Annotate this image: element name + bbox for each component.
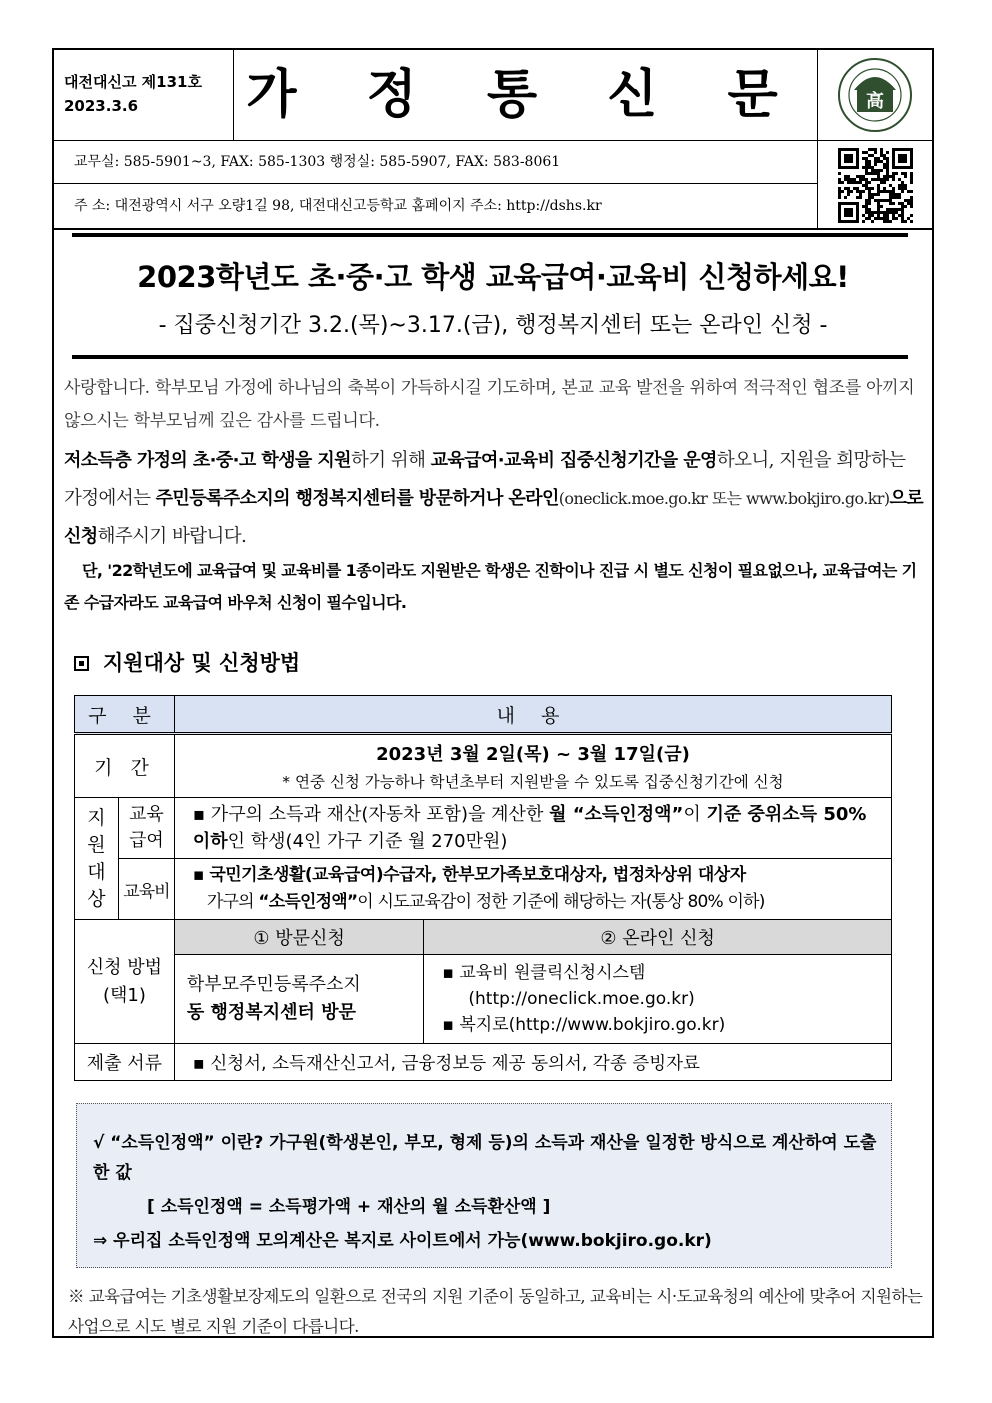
simulation-note: ⇒ 우리집 소득인정액 모의계산은 복지로 사이트에서 가능(www.bokjiro.go.kr) <box>93 1231 712 1251</box>
period-note: * 연중 신청 가능하나 학년초부터 지원받을 수 있도록 집중신청기간에 신청 <box>282 773 784 791</box>
edu-cost-text2: 이 시도교육감이 정한 기준에 해당하는 자(통상 80% 이하) <box>357 892 765 912</box>
edu-benefit-bold2: 기준 중위소득 50% 이하 <box>192 804 867 852</box>
target-label <box>75 798 119 920</box>
target-label-text: 지원대상 <box>87 806 106 910</box>
edu-cost-bold2: “소득인정액” <box>258 892 358 912</box>
qr-code[interactable] <box>818 140 933 228</box>
income-definition: √ “소득인정액” 이란? 가구원(학생본인, 부모, 형제 등)의 소득과 재산을 일정한 방식으로 계산하여 도출한 값 <box>93 1133 877 1183</box>
docs-desc: ▪ 신청서, 소득재산신고서, 금융정보등 제공 동의서, 각종 증빙자료 <box>174 1044 891 1081</box>
square-bullet-icon <box>74 656 89 671</box>
contact-info: 교무실: 585-5901~3, FAX: 585-1303 행정실: 585-5907, FAX: 583-8061 <box>54 140 817 184</box>
intro-text-9: 해주시기 바랍니다. <box>97 526 247 547</box>
intro-bold-7: 으로 <box>889 488 924 509</box>
newsletter-header <box>54 50 932 228</box>
edu-cost-bold: ▪ 국민기초생활(교육급여)수급자, 한부모가족보호대상자, 법정차상위 대상자 <box>192 865 746 885</box>
issue-info <box>54 50 234 140</box>
intro-text-2: 하기 위해 <box>350 450 431 471</box>
visit-text2: 동 행정복지센터 방문 <box>186 1002 356 1023</box>
online-option-2[interactable]: ▪ 복지로(http://www.bokjiro.go.kr) <box>442 1015 726 1035</box>
support-info-table <box>74 695 892 1081</box>
logo-char: 高 <box>866 91 884 112</box>
header-content: 내 용 <box>174 696 891 734</box>
edu-cost-label: 교육비 <box>118 859 174 920</box>
footnote: ※ 교육급여는 기초생활보장제도의 일환으로 전국의 지원 기준이 동일하고, 교육비는 시·도교육청의 예산에 맞추어 지원하는 사업으로 시도 별로 지원 기준이 다릅니다. <box>68 1287 923 1336</box>
edu-benefit-label-text: 교육급여 <box>129 804 164 851</box>
newsletter-title: 가 정 통 신 문 <box>246 65 804 125</box>
docs-label: 제출 서류 <box>75 1044 175 1081</box>
header-divider <box>54 228 932 230</box>
visit-desc <box>174 955 424 1044</box>
intro-paragraph: 사랑합니다. 학부모님 가정에 하나님의 축복이 가득하시길 기도하며, 본교 교육 발전을 위하여 적극적인 협조를 아끼지 않으시는 학부모님께 깊은 감사를 드립니다. <box>64 378 915 431</box>
issue-date: 2023.3.6 <box>64 97 139 115</box>
intro-text-4: 하오니, 지원을 희망하는 가정에서는 <box>64 450 906 509</box>
intro-bold-8: 신청 <box>64 526 98 547</box>
table-header-row <box>75 696 892 734</box>
docs-row <box>75 1044 892 1081</box>
online-desc <box>424 955 892 1044</box>
subheadline: - 집중신청기간 3.2.(목)~3.17.(금), 행정복지센터 또는 온라인 신청 - <box>158 313 828 338</box>
period-dates: 2023년 3월 2일(목) ~ 3월 17일(금) <box>376 744 690 765</box>
headline-top-rule <box>72 233 908 237</box>
edu-cost-desc <box>174 859 891 920</box>
intro-bold-3: 교육급여·교육비 집중신청기간을 운영 <box>430 450 717 471</box>
online-option-1: ▪ 교육비 원클릭신청시스템 <box>442 963 646 983</box>
header-top-row <box>54 50 932 141</box>
issue-number: 대전대신고 제131호 <box>64 73 202 91</box>
period-row <box>75 734 892 798</box>
intro-main-paragraph <box>64 442 926 556</box>
intro-urls: (oneclick.moe.go.kr 또는 www.bokjiro.go.kr) <box>558 489 890 508</box>
visit-header: ① 방문신청 <box>174 920 424 955</box>
method-label: 신청 방법 (택1) <box>75 920 175 1044</box>
online-header: ② 온라인 신청 <box>424 920 892 955</box>
edu-benefit-row <box>75 798 892 859</box>
period-label: 기 간 <box>75 734 175 798</box>
important-note: 단, '22학년도에 교육급여 및 교육비를 1종이라도 지원받은 학생은 진학이나 진급 시 별도 신청이 필요없으나, 교육급여는 기존 수급자라도 교육급여 바우처 신청이 필수입니다. <box>64 561 917 612</box>
online-option-1-url[interactable]: (http://oneclick.moe.go.kr) <box>468 989 695 1009</box>
edu-cost-line2 <box>193 889 883 916</box>
method-header-row <box>75 920 892 955</box>
income-info-box <box>76 1103 892 1268</box>
address-info: 주 소: 대전광역시 서구 오량1길 98, 대전대신고등학교 홈페이지 주소: http://dshs.kr <box>74 198 602 214</box>
edu-benefit-desc <box>174 798 891 859</box>
header-category: 구 분 <box>75 696 175 734</box>
edu-benefit-text2: 이 <box>683 804 707 825</box>
edu-benefit-text3: 인 학생(4인 가구 기준 월 270만원) <box>227 831 508 852</box>
section-title <box>74 647 300 677</box>
qr-code-cell <box>817 140 933 228</box>
edu-cost-row <box>75 859 892 920</box>
method-content-row <box>75 955 892 1044</box>
headline: 2023학년도 초·중·고 학생 교육급여·교육비 신청하세요! <box>137 260 849 294</box>
intro-bold-5: 주민등록주소지의 행정복지센터를 방문하거나 온라인 <box>155 488 559 509</box>
headline-bottom-rule <box>72 355 908 359</box>
edu-benefit-text1: ▪ 가구의 소득과 재산(자동차 포함)을 계산한 <box>192 804 550 825</box>
edu-benefit-bold1: 월 “소득인정액” <box>549 804 684 825</box>
income-formula: [ 소득인정액 = 소득평가액 + 재산의 월 소득환산액 ] <box>147 1197 551 1217</box>
intro-bold-1: 저소득층 가정의 초·중·고 학생을 지원 <box>64 450 351 471</box>
visit-text1: 학부모주민등록주소지 <box>186 974 361 995</box>
section-title-text: 지원대상 및 신청방법 <box>103 651 301 675</box>
edu-benefit-label <box>118 798 174 859</box>
edu-cost-text1: 가구의 <box>206 892 259 912</box>
newsletter-page <box>52 48 934 1338</box>
school-logo <box>818 50 933 140</box>
school-logo-cell <box>817 50 933 140</box>
period-cell <box>174 734 891 798</box>
